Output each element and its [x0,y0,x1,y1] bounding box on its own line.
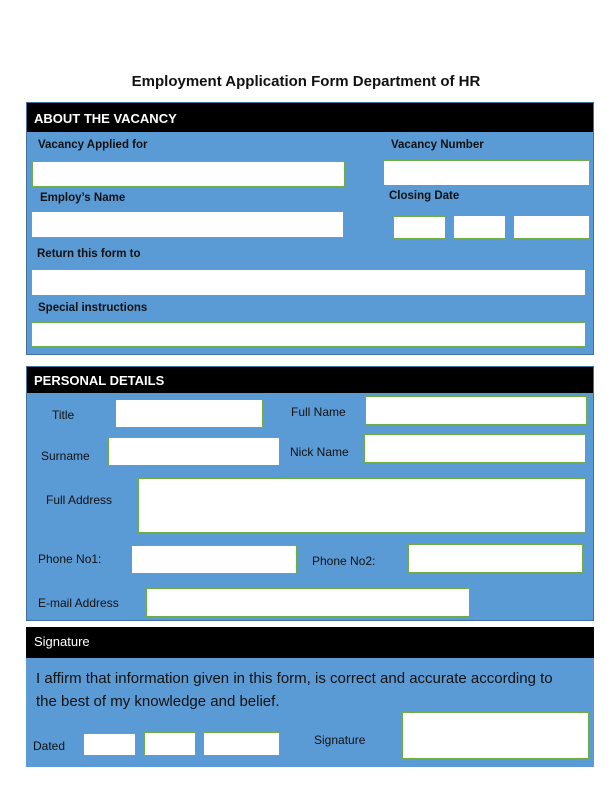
label-phone-1: Phone No1: [38,552,102,566]
label-title: Title [52,408,75,422]
full-name-input[interactable] [365,396,587,425]
signature-input[interactable] [402,712,589,759]
section-header-signature: Signature [26,627,594,658]
label-surname: Surname [41,449,90,463]
section-header-personal: PERSONAL DETAILS [27,367,593,393]
closing-date-day-input[interactable] [393,216,446,239]
label-vacancy-applied-for: Vacancy Applied for [38,139,148,151]
return-form-to-input[interactable] [31,269,586,296]
closing-date-year-input[interactable] [513,215,590,239]
date-day-input[interactable] [83,733,136,756]
phone-1-input[interactable] [131,545,297,574]
label-vacancy-number: Vacancy Number [391,139,484,151]
title-input[interactable] [115,399,263,428]
label-full-address: Full Address [46,493,113,507]
nick-name-input[interactable] [364,434,586,463]
surname-input[interactable] [108,437,280,466]
section-about-vacancy [26,102,594,355]
label-full-name: Full Name [291,405,346,419]
vacancy-number-input[interactable] [383,160,590,186]
label-special-instructions: Special instructions [38,302,148,314]
section-personal-details [26,366,594,621]
closing-date-month-input[interactable] [453,215,506,239]
special-instructions-input[interactable] [31,322,586,347]
label-email: E-mail Address [38,596,119,610]
page-title: Employment Application Form Department of HR [131,73,481,90]
email-input[interactable] [146,588,470,617]
vacancy-applied-for-input[interactable] [32,161,345,187]
label-return-form-to: Return this form to [37,248,141,260]
label-phone-2: Phone No2: [312,554,376,568]
date-year-input[interactable] [203,732,280,756]
full-address-input[interactable] [138,478,586,533]
date-month-input[interactable] [144,732,196,756]
label-signature: Signature [314,733,366,747]
label-employer-name: Employ’s Name [40,192,126,204]
label-nick-name: Nick Name [290,445,349,459]
label-closing-date: Closing Date [389,190,460,202]
phone-2-input[interactable] [408,544,583,573]
section-header-vacancy: ABOUT THE VACANCY [27,103,593,132]
section-signature [26,627,594,767]
employer-name-input[interactable] [31,211,344,238]
declaration-text: I affirm that information given in this form, is correct and accurate according to the best of my knowledge and belief. [36,670,553,710]
label-dated: Dated [33,739,66,753]
